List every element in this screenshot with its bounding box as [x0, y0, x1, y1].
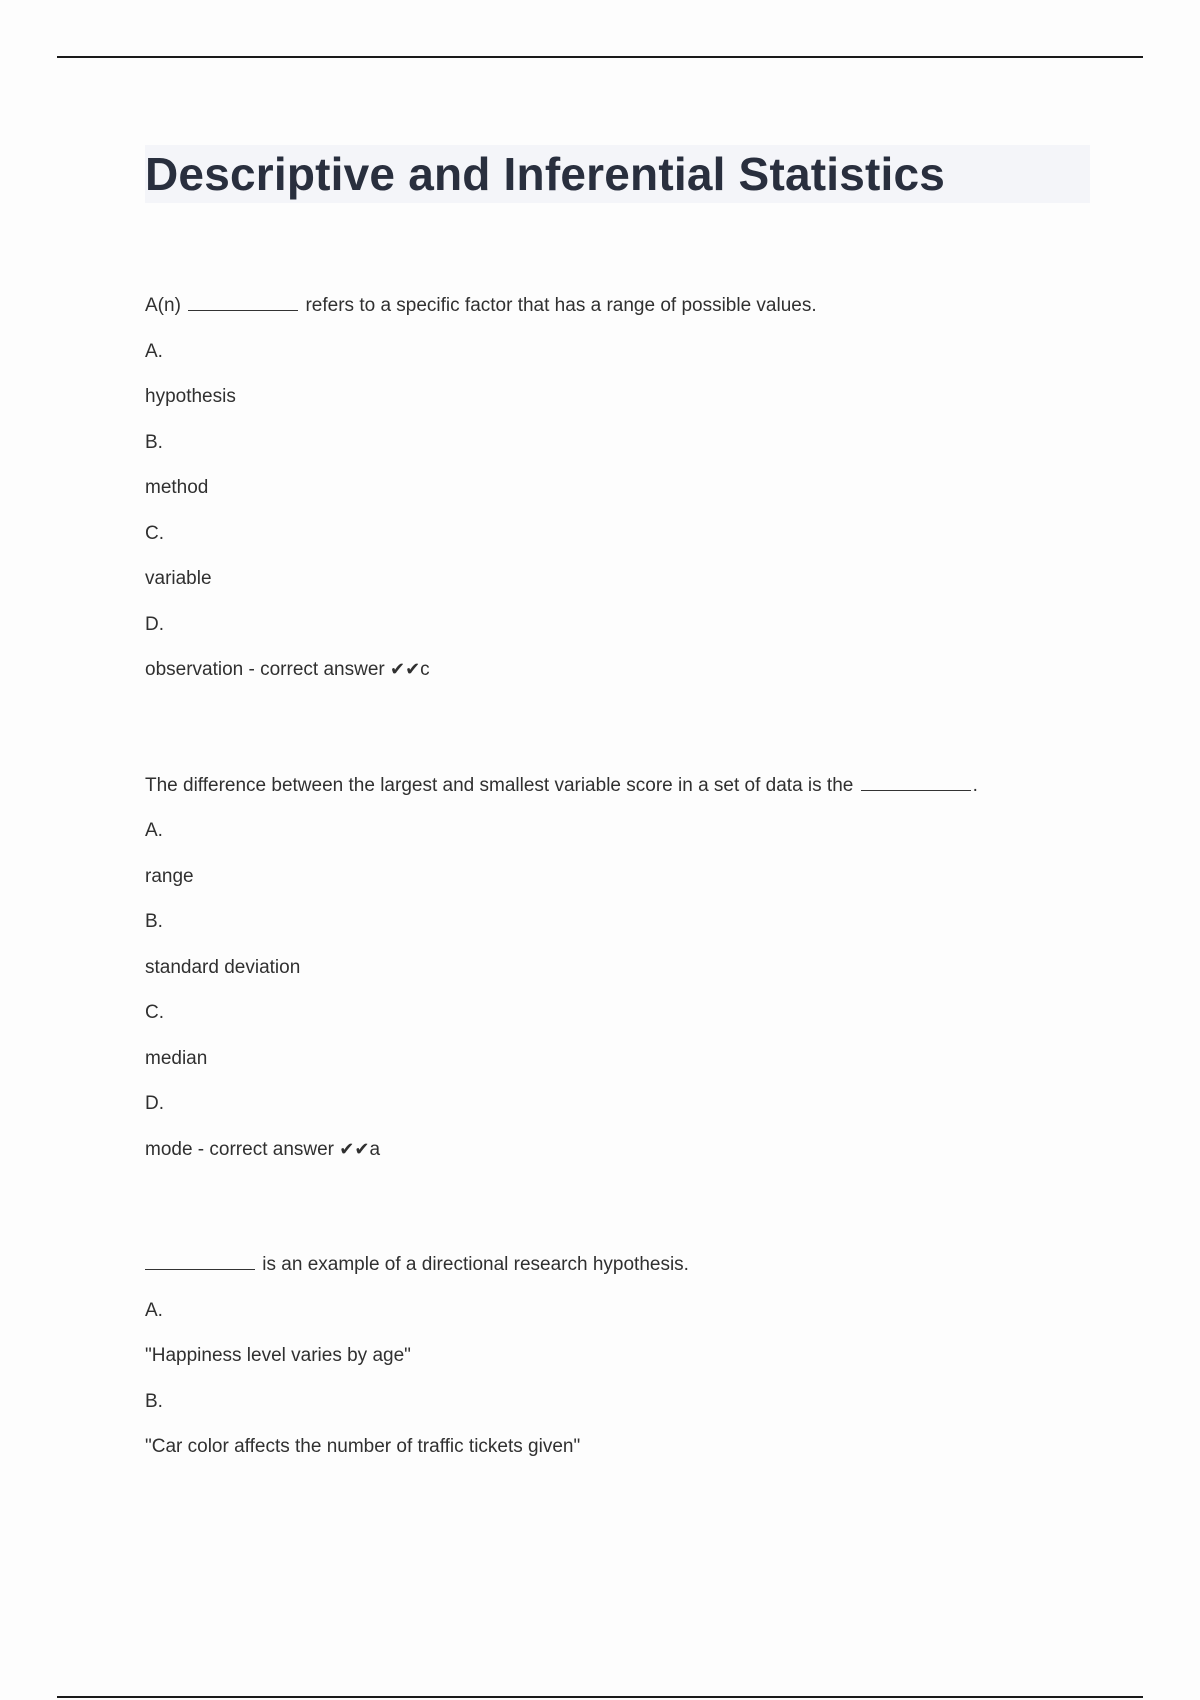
option-text: standard deviation: [145, 956, 301, 978]
quiz-content: [145, 286, 1095, 1543]
header-rule: [57, 56, 1143, 58]
option-text: median: [145, 1047, 208, 1069]
option-letter: A.: [145, 1299, 163, 1321]
option-letter: D.: [145, 613, 164, 635]
stem-text-before: The difference between the largest and smallest variable score in a set of data is the: [145, 774, 854, 796]
option-letter: C.: [145, 1002, 164, 1023]
option-letter: B.: [145, 1390, 163, 1412]
footer-rule: [57, 1696, 1143, 1698]
question-stem: [145, 766, 1095, 812]
question-1: [145, 286, 1095, 696]
option-with-answer: [145, 1130, 1095, 1176]
correct-answer-letter: a: [369, 1138, 381, 1160]
option-text: "Car color affects the number of traffic tickets given": [145, 1436, 581, 1457]
answer-blank: [145, 1255, 255, 1270]
checkmark-icon: ✔✔: [339, 1138, 370, 1160]
option-letter: B.: [145, 911, 163, 932]
answer-blank: [861, 776, 971, 791]
option-letter: D.: [145, 1093, 164, 1114]
stem-text-after: refers to a specific factor that has a range of possible values.: [305, 295, 817, 316]
option-text: variable: [145, 568, 212, 589]
option-letter: A.: [145, 820, 163, 841]
title-banner: [145, 145, 1090, 203]
question-3: [145, 1245, 1095, 1473]
option-text: hypothesis: [145, 386, 236, 407]
option-with-answer: [145, 650, 1095, 696]
option-text: method: [145, 477, 209, 498]
question-stem: [145, 1245, 1095, 1291]
option-letter: B.: [145, 431, 163, 453]
question-2: [145, 766, 1095, 1176]
correct-answer-letter: c: [420, 659, 430, 680]
option-text: observation - correct answer: [145, 659, 385, 680]
stem-text-before: A(n): [145, 295, 181, 316]
option-letter: C.: [145, 522, 164, 544]
document-title: Descriptive and Inferential Statistics: [145, 148, 946, 200]
checkmark-icon: ✔✔: [390, 659, 421, 680]
option-letter: A.: [145, 340, 163, 362]
option-text: "Happiness level varies by age": [145, 1345, 411, 1366]
option-text: range: [145, 865, 194, 887]
stem-text-after: is an example of a directional research hypothesis.: [262, 1254, 689, 1275]
question-stem: [145, 286, 1095, 332]
answer-blank: [188, 296, 298, 311]
option-text: mode - correct answer: [145, 1138, 335, 1160]
stem-text-after: .: [972, 774, 978, 796]
